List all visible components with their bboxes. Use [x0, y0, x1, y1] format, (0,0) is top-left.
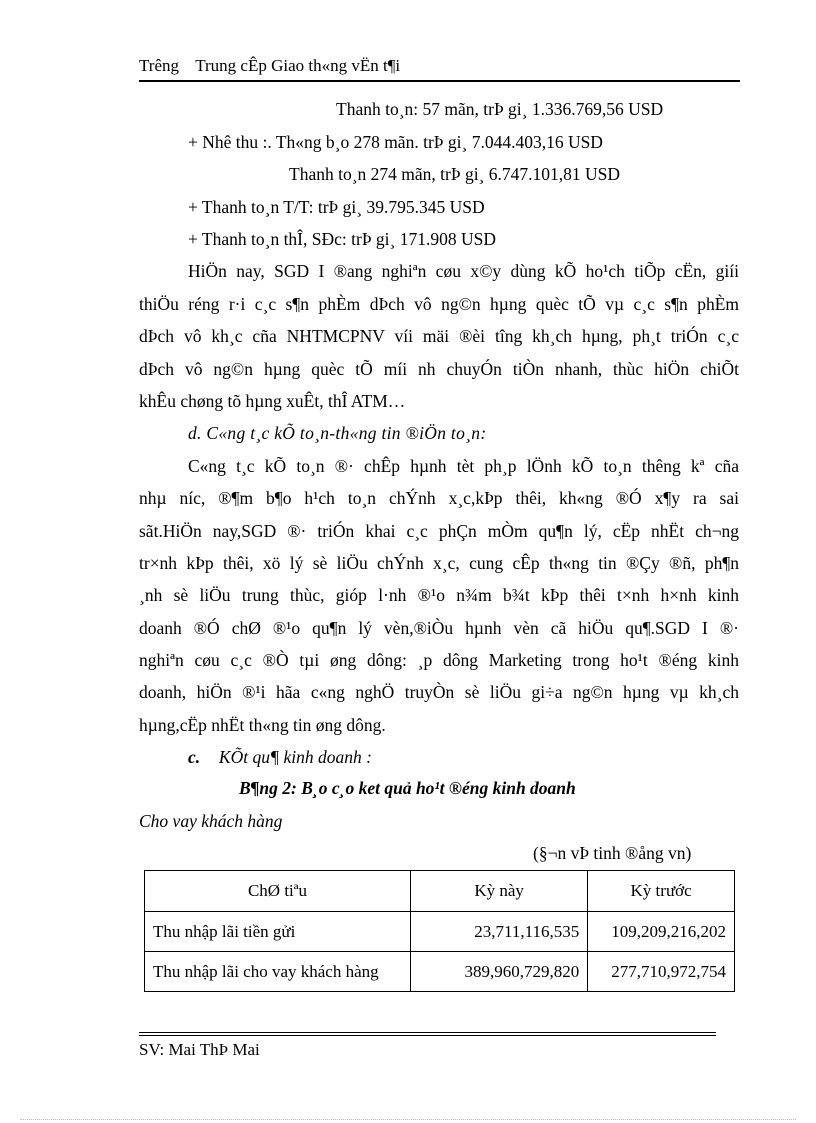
footer-author: SV: Mai ThÞ Mai — [139, 1040, 260, 1059]
para1-line: HiÖn nay, SGD I ®ang nghiªn cøu x©y dùng kÕ ho¹ch tiÕp cËn, giíi — [188, 261, 739, 281]
payment-line-2: Thanh to¸n 274 mãn, trÞ gi¸ 6.747.101,81 USD — [289, 164, 621, 184]
table-row — [145, 912, 735, 952]
para2-line: C«ng t¸c kÕ to¸n ®· chÊp hµnh tèt ph¸p lÖnh kÕ to¸n thêng kª cña — [188, 456, 739, 476]
row-value-previous: 277,710,972,754 — [588, 952, 735, 992]
collection-line: + Nhê thu :. Th«ng b¸o 278 mãn. trÞ gi¸ 7.044.403,16 USD — [188, 132, 603, 152]
header-prev-period: Kỳ trước — [588, 871, 735, 912]
table-header-row — [145, 871, 735, 912]
footer-rule — [139, 1032, 716, 1033]
unit-note: (§¬n vÞ tinh ®ång vn) — [533, 843, 692, 863]
report-table — [144, 870, 735, 992]
section-c-heading — [188, 747, 372, 768]
para2-line: ¸nh sè liÖu trung thùc, gióp l·nh ®¹o n¾m b¾t kÞp thêi t×nh h×nh kinh — [139, 585, 739, 605]
para1-line: khÊu chøng tõ hµng xuÊt, thÎ ATM… — [139, 391, 406, 411]
header-indicator: ChØ tiªu — [145, 871, 411, 912]
para2-line: nghiªn cøu c¸c ®Ò tµi øng dông: ¸p dông Marketing trong ho¹t ®éng kinh — [139, 650, 739, 670]
table-title: B¶ng 2: B¸o c¸o ket quả ho¹t ®éng kinh doanh — [239, 778, 576, 798]
table-row — [145, 952, 735, 992]
row-label: Thu nhập lãi tiền gửi — [145, 912, 411, 952]
row-value-previous: 109,209,216,202 — [588, 912, 735, 952]
row-value-current: 389,960,729,820 — [410, 952, 587, 992]
header-school: Trung cÊp Giao th«ng vËn t¶i — [195, 56, 401, 75]
section-d-heading: d. C«ng t¸c kÕ to¸n-th«ng tin ®iÖn to¸n: — [188, 423, 487, 443]
para2-line: doanh ®Ó chØ ®¹o qu¶n lý vèn,®iÒu hµnh vèn cã hiÖu qu¶.SGD I ®· — [139, 618, 739, 638]
page-header — [139, 56, 400, 76]
table-subtitle: Cho vay khách hàng — [139, 811, 283, 831]
section-c-letter: c. — [188, 747, 201, 767]
header-this-period: Kỳ này — [410, 871, 587, 912]
footer-rule — [139, 1035, 716, 1036]
para2-line: nhµ níc, ®¶m b¶o h¹ch to¸n chÝnh x¸c,kÞp thêi, kh«ng ®Ó x¶y ra sai — [139, 488, 739, 508]
para2-last-line: hµng,cËp nhËt th«ng tin øng dông. — [139, 715, 386, 735]
para2-line: sãt.HiÖn nay,SGD ®· triÓn khai c¸c phÇn mÒm qu¶n lý, cËp nhËt ch¬ng — [139, 521, 739, 541]
para1-line: thiÖu réng r·i c¸c s¶n phÈm dÞch vô ng©n hµng quèc tÕ vµ c¸c s¶n phÈm — [139, 294, 739, 314]
section-c-title: KÕt qu¶ kinh doanh : — [218, 747, 372, 767]
para2-line: doanh, hiÖn ®¹i hãa c«ng nghÖ truyÒn sè liÖu gi÷a ng©n hµng vµ kh¸ch — [139, 682, 739, 702]
payment-line-1: Thanh to¸n: 57 mãn, trÞ gi¸ 1.336.769,56 USD — [336, 99, 664, 119]
para2-line: tr×nh kÞp thêi, xö lý sè liÖu chÝnh x¸c, cung cÊp th«ng tin ®Çy ®ñ, ph¶n — [139, 553, 739, 573]
header-rule — [139, 80, 740, 82]
para1-line: dÞch vô kh¸c cña NHTMCPNV víi mäi ®èi tîng kh¸ch hµng, ph¸t triÓn c¸c — [139, 326, 739, 346]
page-bottom-border — [20, 1119, 796, 1120]
para1-line: dÞch vô ng©n hµng quèc tÕ míi nh chuyÓn tiÒn nhanh, thùc hiÖn chiÕt — [139, 359, 739, 379]
row-value-current: 23,711,116,535 — [410, 912, 587, 952]
card-payment-line: + Thanh to¸n thÎ, SÐc: trÞ gi¸ 171.908 USD — [188, 229, 497, 249]
row-label: Thu nhập lãi cho vay khách hàng — [145, 952, 411, 992]
tt-payment-line: + Thanh to¸n T/T: trÞ gi¸ 39.795.345 USD — [188, 197, 485, 217]
header-prefix: Trêng — [139, 56, 179, 75]
